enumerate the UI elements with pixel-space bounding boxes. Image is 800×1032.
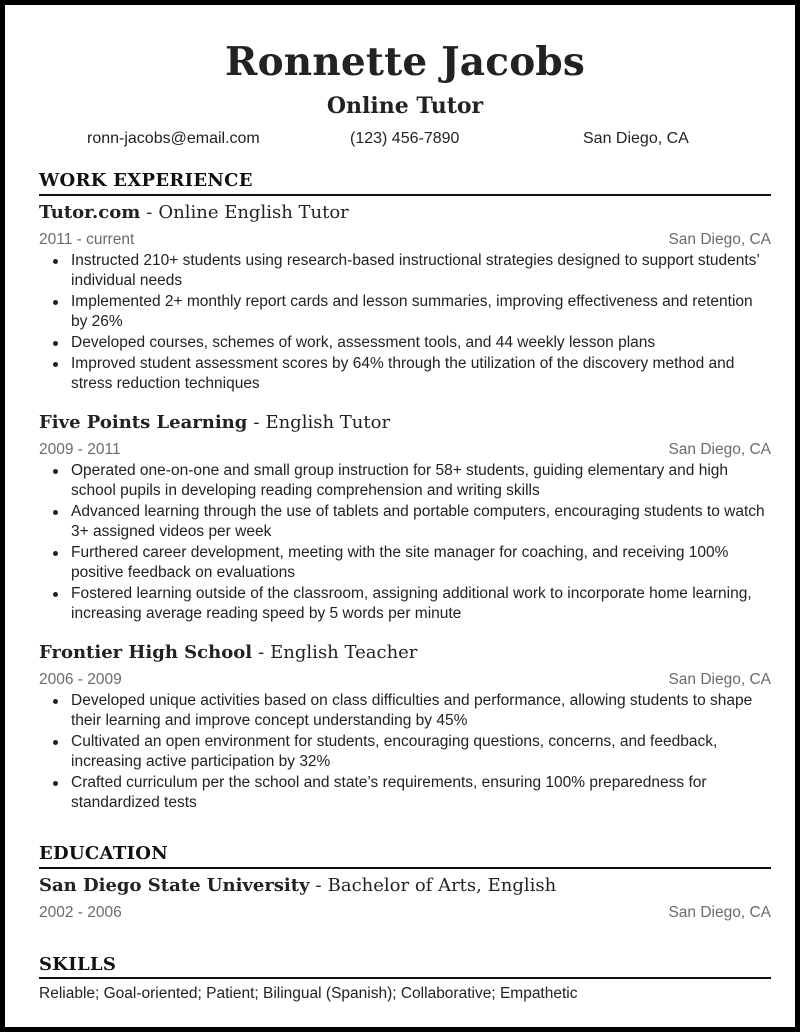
job-meta xyxy=(39,231,771,251)
job-meta xyxy=(39,441,771,461)
job-dates: 2006 - 2009 xyxy=(39,671,122,688)
bullet-text: Operated one-on-one and small group instruction for 58+ students, guiding elementary and high school pupils in developing reading comprehension and writing skills xyxy=(71,462,729,499)
bullet-dot-icon xyxy=(53,341,58,346)
title-separator: - xyxy=(253,412,260,433)
skills-heading: SKILLS xyxy=(39,954,117,975)
list-item xyxy=(39,251,771,291)
bullet-text: Cultivated an open environment for students, encouraging questions, concerns, and feedback, increasing active participation by 32% xyxy=(71,733,718,770)
job-title-line xyxy=(39,412,771,433)
title-separator: - xyxy=(258,642,265,663)
contact-email[interactable]: ronn-jacobs@email.com xyxy=(87,130,260,147)
bullet-dot-icon xyxy=(53,740,58,745)
job-title-line xyxy=(39,202,771,223)
list-item xyxy=(39,354,771,394)
job-company: Frontier High School xyxy=(39,642,253,663)
education-dates: 2002 - 2006 xyxy=(39,904,122,921)
candidate-role: Online Tutor xyxy=(326,93,484,119)
job-company: Five Points Learning xyxy=(39,412,248,433)
bullet-dot-icon xyxy=(53,510,58,515)
education-degree: Bachelor of Arts, English xyxy=(327,875,557,896)
job-company: Tutor.com xyxy=(39,202,141,223)
bullet-text: Instructed 210+ students using research-based instructional strategies designed to support students’ individual needs xyxy=(71,252,760,289)
list-item xyxy=(39,461,771,501)
title-separator: - xyxy=(315,875,322,896)
contact-phone[interactable]: (123) 456-7890 xyxy=(350,130,460,147)
candidate-name: Ronnette Jacobs xyxy=(224,39,586,85)
job-position: Online English Tutor xyxy=(158,202,349,223)
job-bullets xyxy=(39,691,771,814)
bullet-dot-icon xyxy=(53,551,58,556)
bullet-text: Improved student assessment scores by 64% through the utilization of the discovery method and stress reduction techniques xyxy=(71,355,735,392)
bullet-dot-icon xyxy=(53,259,58,264)
work-experience-heading: WORK EXPERIENCE xyxy=(39,170,253,191)
education-heading: EDUCATION xyxy=(39,843,168,864)
list-item xyxy=(39,732,771,772)
job-title-line xyxy=(39,642,771,663)
job-bullets xyxy=(39,251,771,395)
bullet-text: Developed courses, schemes of work, assessment tools, and 44 weekly lesson plans xyxy=(71,334,656,351)
job-dates: 2011 - current xyxy=(39,231,135,248)
bullet-text: Implemented 2+ monthly report cards and lesson summaries, improving effectiveness and retention by 26% xyxy=(71,293,753,330)
bullet-text: Crafted curriculum per the school and state’s requirements, ensuring 100% preparedness for standardized tests xyxy=(71,774,707,811)
bullet-dot-icon xyxy=(53,592,58,597)
education-location: San Diego, CA xyxy=(668,904,771,921)
list-item xyxy=(39,543,771,583)
education-meta xyxy=(39,904,771,924)
job-position: English Tutor xyxy=(265,412,391,433)
list-item xyxy=(39,691,771,731)
list-item xyxy=(39,773,771,813)
bullet-dot-icon xyxy=(53,362,58,367)
list-item xyxy=(39,502,771,542)
job-location: San Diego, CA xyxy=(668,441,771,458)
bullet-dot-icon xyxy=(53,781,58,786)
skills-list: Reliable; Goal-oriented; Patient; Bilingual (Spanish); Collaborative; Empathetic xyxy=(39,985,578,1002)
list-item xyxy=(39,292,771,332)
bullet-text: Fostered learning outside of the classroom, assigning additional work to incorporate home learning, increasing average reading speed by 5 words per minute xyxy=(71,585,752,622)
section-divider xyxy=(39,977,771,979)
job-bullets xyxy=(39,461,771,625)
bullet-text: Developed unique activities based on class difficulties and performance, allowing students to shape their learning and improve concept understanding by 45% xyxy=(71,692,753,729)
job-location: San Diego, CA xyxy=(668,231,771,248)
job-dates: 2009 - 2011 xyxy=(39,441,121,458)
education-school: San Diego State University xyxy=(39,875,310,896)
bullet-text: Advanced learning through the use of tablets and portable computers, encouraging students to watch 3+ assigned videos per week xyxy=(71,503,765,540)
bullet-dot-icon xyxy=(53,300,58,305)
education-title-line xyxy=(39,875,771,896)
section-divider xyxy=(39,867,771,869)
bullet-text: Furthered career development, meeting with the site manager for coaching, and receiving 100% positive feedback on evaluations xyxy=(71,544,729,581)
job-location: San Diego, CA xyxy=(668,671,771,688)
job-position: English Teacher xyxy=(270,642,418,663)
contact-location: San Diego, CA xyxy=(583,130,689,147)
bullet-dot-icon xyxy=(53,469,58,474)
bullet-dot-icon xyxy=(53,699,58,704)
list-item xyxy=(39,333,771,353)
list-item xyxy=(39,584,771,624)
title-separator: - xyxy=(146,202,153,223)
job-meta xyxy=(39,671,771,691)
section-divider xyxy=(39,194,771,196)
